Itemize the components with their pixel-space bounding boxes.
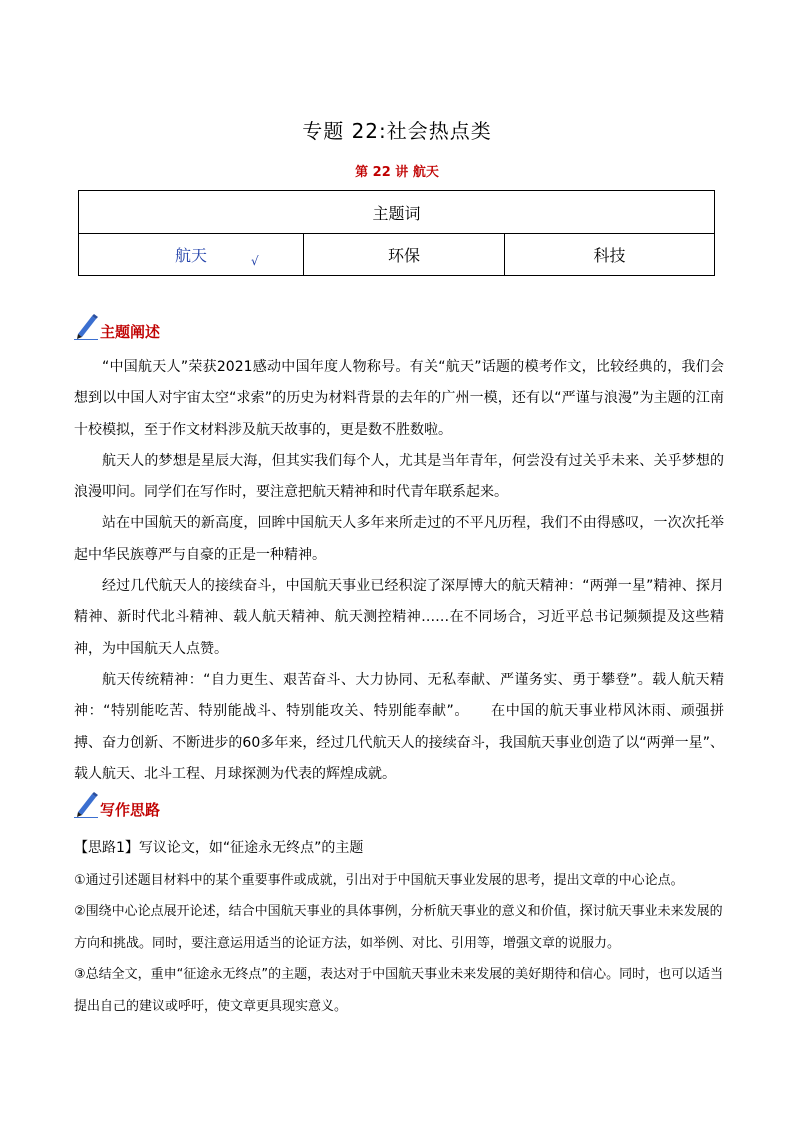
pencil-icon bbox=[74, 312, 98, 340]
theme-body bbox=[74, 352, 724, 790]
section-ideas-title: 写作思路 bbox=[100, 801, 161, 819]
lesson-subtitle: 第 22 讲 航天 bbox=[355, 165, 439, 180]
theme-paragraph: “中国航天人”荣获2021感动中国年度人物称号。有关“航天”话题的模考作文，比较经典的，我们会想到以中国人对宇宙太空“求索”的历史为材料背景的去年的广州一模，还有以“严谨与浪漫”为主题的江南十校模拟，至于作文材料涉及航天故事的，更是数不胜数啦。 bbox=[74, 359, 724, 438]
keyword-table bbox=[78, 190, 715, 276]
idea-lead: 【思路1】写议论文，如“征途永无终点”的主题 bbox=[74, 840, 364, 856]
section-theme-title: 主题阐述 bbox=[100, 323, 161, 341]
theme-paragraph: 经过几代航天人的接续奋斗，中国航天事业已经积淀了深厚博大的航天精神：“两弹一星”精神、探月精神、新时代北斗精神、载人航天精神、航天测控精神……在不同场合，习近平总书记频频提及这些精神，为中国航天人点赞。 bbox=[74, 578, 724, 657]
theme-paragraph: 站在中国航天的新高度，回眸中国航天人多年来所走过的不平凡历程，我们不由得感叹，一次次托举起中华民族尊严与自豪的正是一种精神。 bbox=[74, 515, 724, 563]
ideas-body bbox=[74, 833, 724, 1022]
idea-point: ②围绕中心论点展开论述，结合中国航天事业的具体事例，分析航天事业的意义和价值，探讨航天事业未来发展的方向和挑战。同时，要注意运用适当的论证方法，如举例、对比、引用等，增强文章的说服力。 bbox=[74, 904, 723, 951]
theme-paragraph: 航天传统精神：“自力更生、艰苦奋斗、大力协同、无私奉献、严谨务实、勇于攀登”。载人航天精神：“特别能吃苦、特别能战斗、特别能攻关、特别能奉献”。 在中国的航天事业栉风沐雨、顽强拼搏、奋力创新、不断进步的60多年来，经过几代航天人的接续奋斗，我国航天事业创造了以“两弹一星”、载人航天、北斗工程、月球探测为代表的辉煌成就。 bbox=[74, 671, 724, 782]
keyword-aerospace: 航天 bbox=[174, 246, 207, 265]
keyword-cell-technology: 科技 bbox=[505, 234, 715, 276]
pencil-icon bbox=[74, 790, 98, 818]
theme-paragraph: 航天人的梦想是星辰大海，但其实我们每个人，尤其是当年青年，何尝没有过关乎未来、关乎梦想的浪漫叩问。同学们在写作时，要注意把航天精神和时代青年联系起来。 bbox=[74, 452, 724, 501]
idea-point: ①通过引述题目材料中的某个重要事件或成就，引出对于中国航天事业发展的思考，提出文章的中心论点。 bbox=[74, 872, 684, 888]
check-mark: √ bbox=[251, 254, 259, 268]
keyword-cell-environment: 环保 bbox=[304, 234, 505, 276]
keyword-cell-aerospace bbox=[79, 234, 304, 276]
keyword-table-heading: 主题词 bbox=[79, 191, 715, 234]
page-title: 专题 22:社会热点类 bbox=[302, 119, 492, 143]
idea-point: ③总结全文，重申“征途永无终点”的主题，表达对于中国航天事业未来发展的美好期待和信心。同时，也可以适当提出自己的建议或呼吁，使文章更具现实意义。 bbox=[74, 967, 724, 1014]
